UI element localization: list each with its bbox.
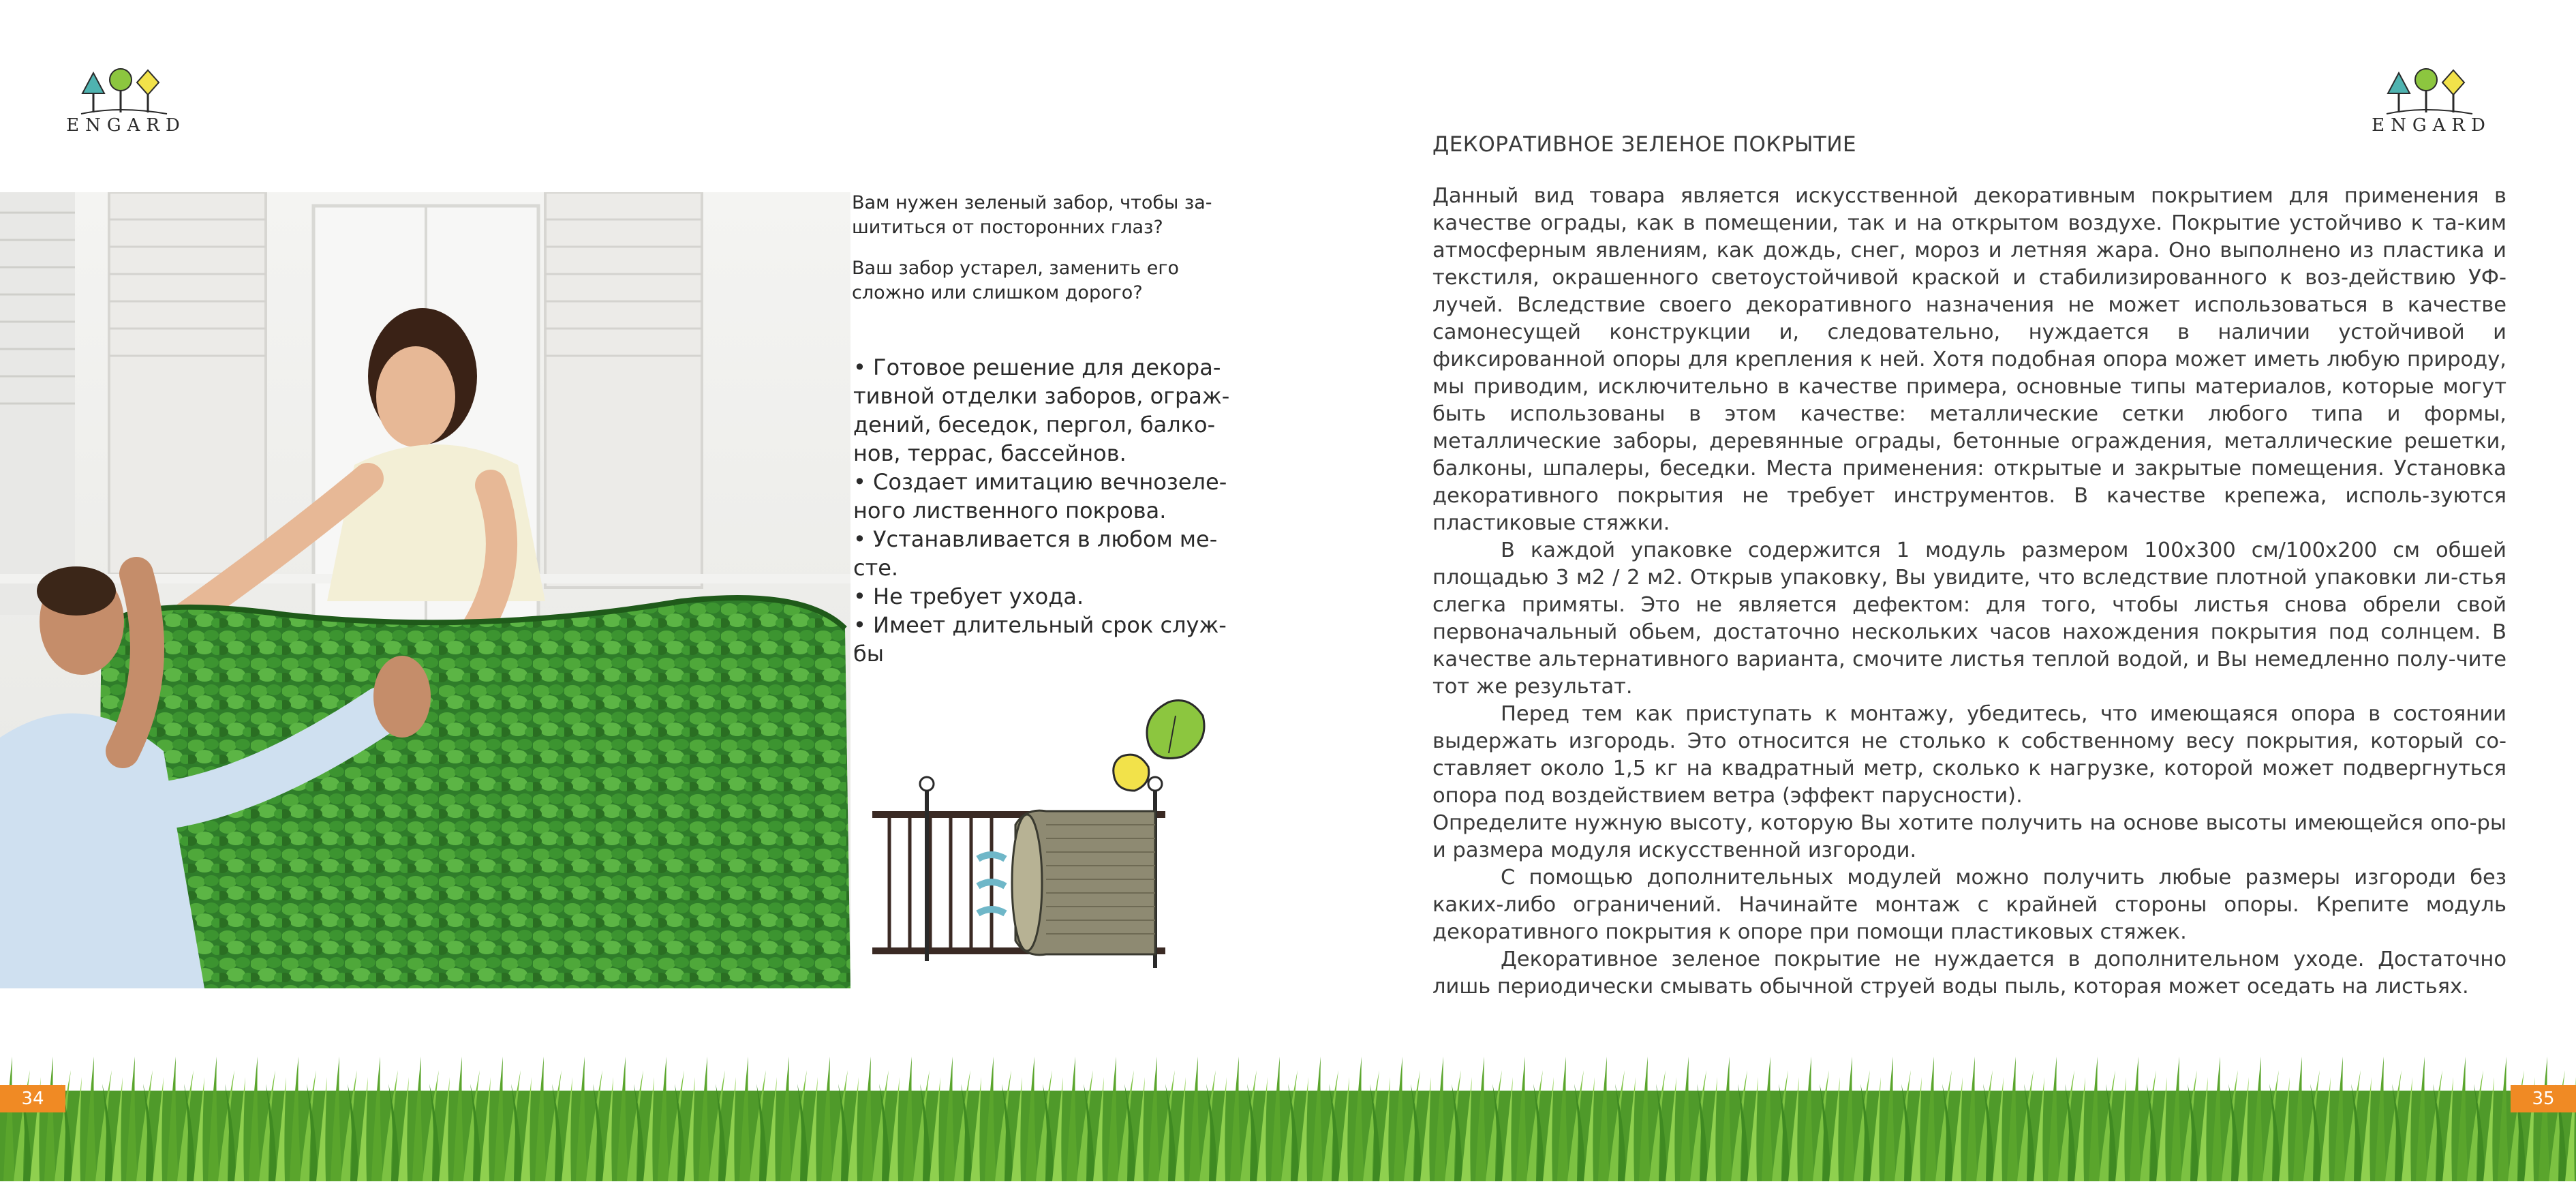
paragraph: Декоративное зеленое покрытие не нуждается в дополнительном уходе. Достаточно лишь периодически смывать обычной струей воды пыль, которая может оседать на листьях. — [1432, 947, 2506, 999]
brand-name: ENGARD — [2372, 115, 2491, 136]
intro-question-1: Вам нужен зеленый забор, чтобы за-шититься от посторонних глаз? — [852, 192, 1212, 238]
fence-illustration — [869, 688, 1206, 982]
paragraph: Данный вид товара является искусственной декоративным покрытием для применения в качестве ограды, как в помещении, так и на открытом воздухе. Покрытие устойчиво к та-ким атмосферным явлениям, как дождь, снег, мороз и летняя жара. Оно выполнено из пластика и текстиля, окрашенного светоустойчивой краской и стабилизированного к воз-действию УФ-лучей. Вследствие своего декоративного назначения не может использоваться в качестве самонесущей конструкции и, следовательно, нуждается в наличии устойчивой и фиксированной опоры для крепления к ней. Хотя подобная опора может иметь любую природу, мы приводим, исключительно в качестве примера, основные типы материалов, которые могут быть использованы в этом качестве: металлические сетки любого типа и формы, металлические заборы, деревянные ограды, бетонные ограждения, металлические решетки, балконы, шпалеры, беседки. Места применения: открытые и закрытые помещения. Установка декоративного покрытия не требует инструментов. В качестве крепежа, исполь-зуются пластиковые стяжки. — [1432, 184, 2506, 535]
page-number-left: 34 — [0, 1085, 65, 1112]
leaf-icon — [1114, 755, 1149, 791]
grass-border — [0, 1050, 2576, 1181]
list-item: • Имеет длительный срок служ-бы — [853, 612, 1227, 667]
paragraph: Определите нужную высоту, которую Вы хотите получить на основе высоты имеющейся опо-ры и размера модуля искусственной изгороди. — [1432, 811, 2506, 862]
tree-logo-icon — [2384, 65, 2479, 116]
brand-name: ENGARD — [66, 115, 186, 136]
paragraph: В каждой упаковке содержится 1 модуль размером 100x300 см/100x200 см обшей площадью 3 м2 / 2 м2. Открыв упаковку, Вы увидите, что вследствие плотной упаковки ли-стья слегка примяты. Это не является дефектом: для того, чтобы листья снова обрели свой первоначальный обьем, достаточно нескольких часов нахождения покрытия под солнцем. В качестве альтернативного варианта, смочите листья теплой водой, и Вы немедленно полу-чите тот же результат. — [1432, 538, 2506, 699]
intro-question-2: Ваш забор устарел, заменить его сложно или слишком дорого? — [852, 258, 1180, 303]
list-item: • Не требует ухода. — [853, 583, 1084, 609]
paragraph: Перед тем как приступать к монтажу, убедитесь, что имеющаяся опора в состоянии выдержать изгородь. Это относится не столько к собственному весу покрытия, который со-ставляет около 1,5 кг на квадратный метр, сколько к нагрузке, которой может подвергнуться опора под воздействием ветра (эффект парусности). — [1432, 702, 2506, 808]
benefits-list — [853, 353, 1235, 668]
engard-logo-left — [65, 65, 187, 140]
engard-logo-right — [2370, 65, 2493, 140]
leaf-icon — [1147, 701, 1204, 759]
hedge-photo — [0, 192, 850, 988]
paragraph: С помощью дополнительных модулей можно получить любые размеры изгороди без каких-либо ограничений. Начинайте монтаж с крайней стороны опоры. Крепите модуль декоративного покрытия к опоре при помощи пластиковых стяжек. — [1432, 866, 2506, 944]
tree-logo-icon — [78, 65, 174, 116]
page-title: ДЕКОРАТИВНОЕ ЗЕЛЕНОЕ ПОКРЫТИЕ — [1432, 132, 1857, 157]
list-item: • Готовое решение для декора-тивной отделки заборов, ограж-дений, беседок, пергол, балко-нов, террас, бассейнов. — [853, 354, 1230, 466]
list-item: • Создает имитацию вечнозеле-ного лиственного покрова. — [853, 469, 1227, 523]
list-item: • Устанавливается в любом ме-сте. — [853, 526, 1218, 581]
description-text — [1432, 183, 2506, 1001]
page-number-right: 35 — [2511, 1085, 2576, 1112]
